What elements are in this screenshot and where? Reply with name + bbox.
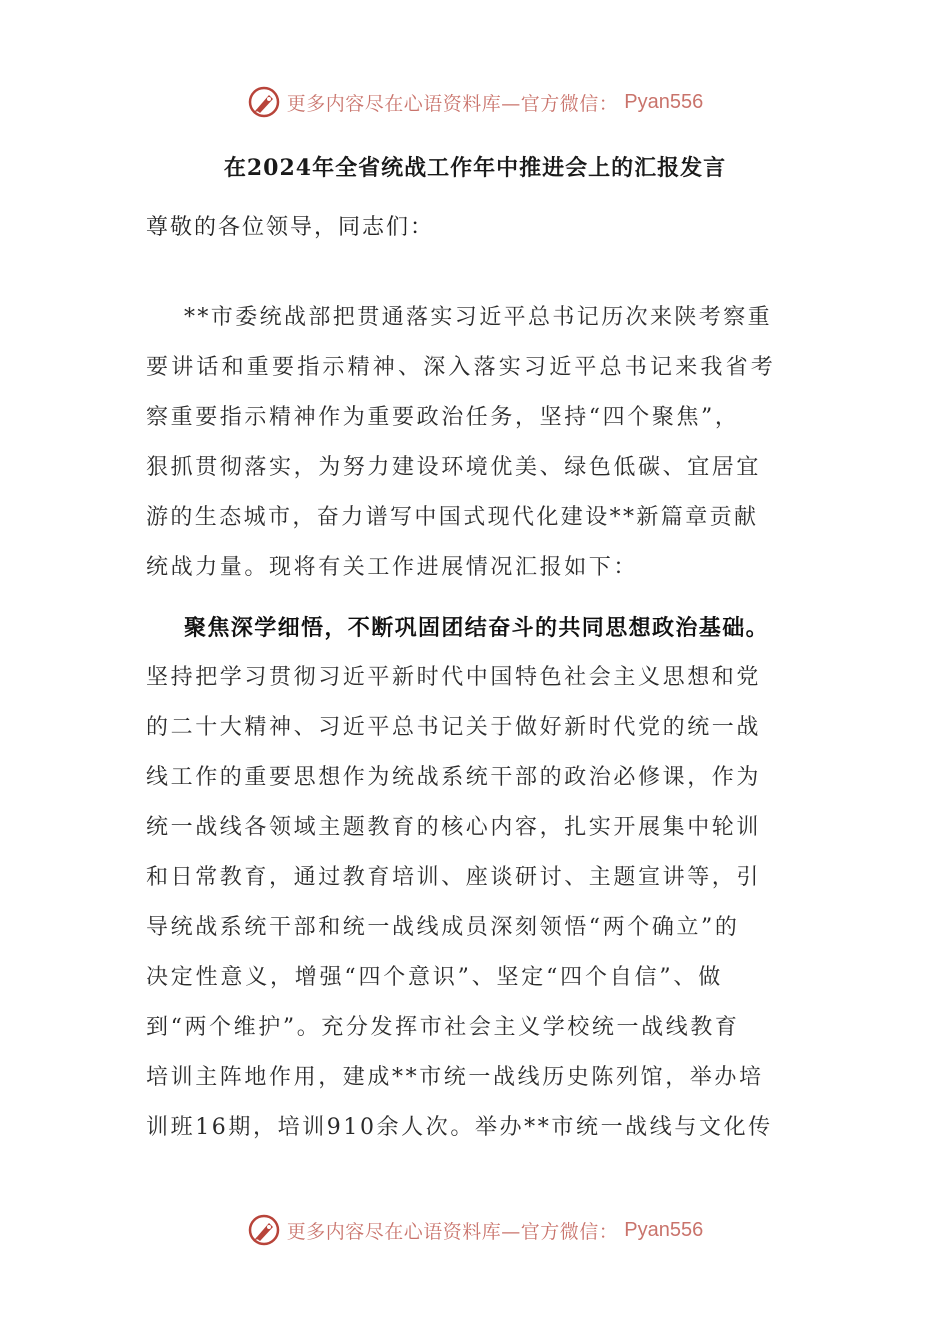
paragraph-line: 训班16期，培训910余人次。举办**市统一战线与文化传 <box>146 1115 773 1140</box>
paragraph-line: 狠抓贯彻落实，为努力建设环境优美、绿色低碳、宜居宜 <box>146 455 762 480</box>
paragraph-line: 的二十大精神、习近平总书记关于做好新时代党的统一战 <box>146 715 762 740</box>
pen-nib-logo-icon <box>247 1213 281 1247</box>
paragraph-line: 决定性意义，增强“四个意识”、坚定“四个自信”、做 <box>146 965 723 990</box>
paragraph-line: 察重要指示精神作为重要政治任务，坚持“四个聚焦”， <box>146 405 740 430</box>
paragraph-line: 游的生态城市，奋力谱写中国式现代化建设**新篇章贡献 <box>146 505 759 530</box>
section-heading: 聚焦深学细悟，不断巩固团结奋斗的共同思想政治基础。 <box>184 615 770 641</box>
paragraph-line: 导统战系统干部和统一战线成员深刻领悟“两个确立”的 <box>146 915 740 940</box>
watermark-text: 更多内容尽在心语资料库—官方微信： <box>286 1220 619 1243</box>
footer-watermark <box>0 1210 950 1250</box>
paragraph-line: 要讲话和重要指示精神、深入落实习近平总书记来我省考 <box>146 355 777 380</box>
header-watermark <box>0 82 950 122</box>
paragraph-line: 线工作的重要思想作为统战系统干部的政治必修课，作为 <box>146 765 762 790</box>
paragraph-line: **市委统战部把贯通落实习近平总书记历次来陕考察重 <box>184 305 773 330</box>
paragraph-line: 培训主阵地作用，建成**市统一战线历史陈列馆，举办培 <box>146 1065 764 1090</box>
watermark-wechat-id: Pyan556 <box>624 1218 704 1241</box>
paragraph-line: 和日常教育，通过教育培训、座谈研讨、主题宣讲等，引 <box>146 865 762 890</box>
paragraph-line: 坚持把学习贯彻习近平新时代中国特色社会主义思想和党 <box>146 665 762 690</box>
salutation: 尊敬的各位领导，同志们： <box>146 215 435 240</box>
paragraph-line: 统一战线各领域主题教育的核心内容，扎实开展集中轮训 <box>146 815 762 840</box>
watermark-text: 更多内容尽在心语资料库—官方微信： <box>286 92 619 115</box>
watermark-wechat-id: Pyan556 <box>624 90 704 113</box>
paragraph-line: 到“两个维护”。充分发挥市社会主义学校统一战线教育 <box>146 1015 740 1040</box>
pen-nib-logo-icon <box>247 85 281 119</box>
paragraph-line: 统战力量。现将有关工作进展情况汇报如下： <box>146 555 639 580</box>
document-title: 在2024年全省统战工作年中推进会上的汇报发言 <box>223 155 727 181</box>
